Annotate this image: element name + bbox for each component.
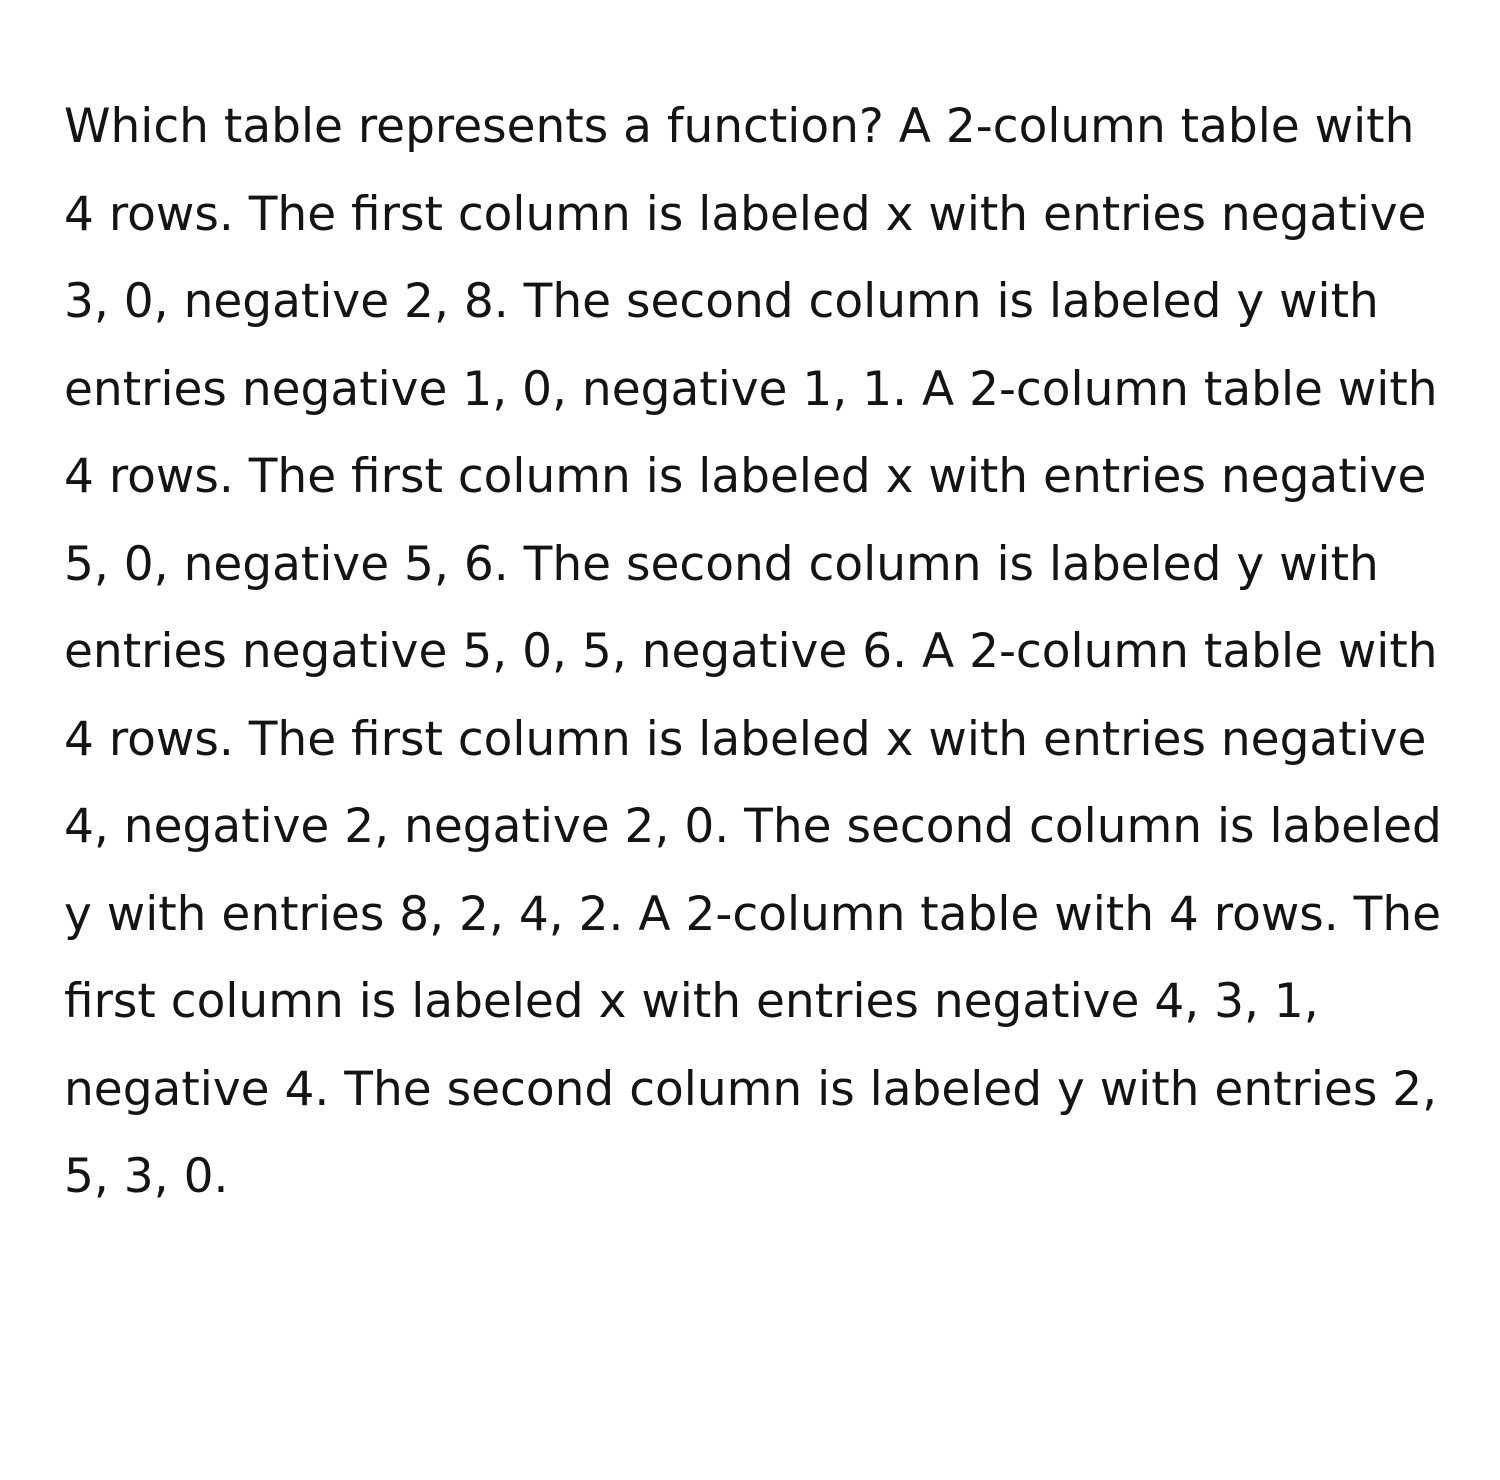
question-text: Which table represents a function? A 2-column table with 4 rows. The first column is labeled x with entries negative 3, 0, negative 2, 8. The second column is labeled y with entries negative 1, 0, negative 1, 1. A 2-column table with 4 rows. The first column is labeled x with entries negative 5, 0, negative 5, 6. The second column is labeled y with entries negative 5, 0, 5, negative 6. A 2-column table with 4 rows. The first column is labeled x with entries negative 4, negative 2, negative 2, 0. The second column is labeled y with entries 8, 2, 4, 2. A 2-column table with 4 rows. The first column is labeled x with entries negative 4, 3, 1, negative 4. The second column is labeled y with entries 2, 5, 3, 0. xyxy=(64,99,1442,1204)
